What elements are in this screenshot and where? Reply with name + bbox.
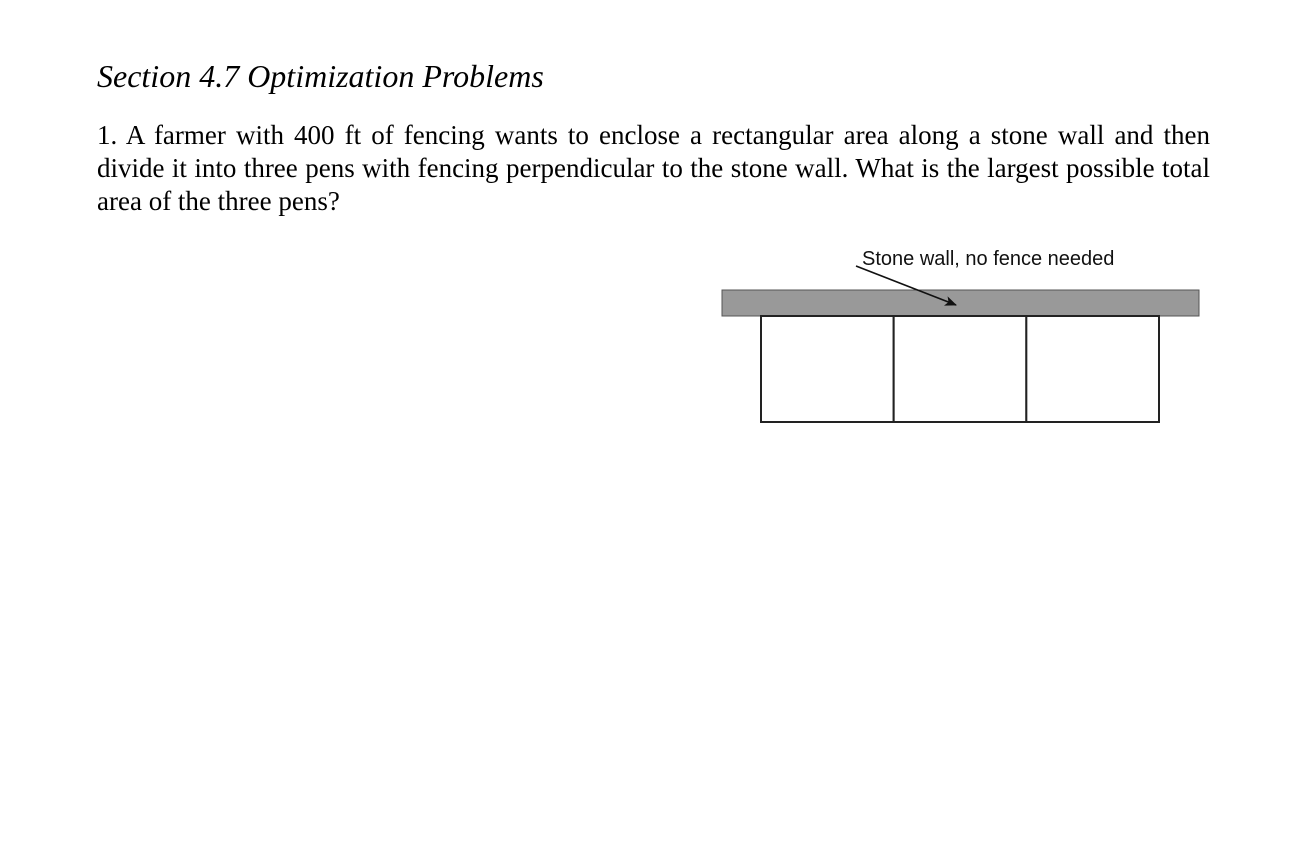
pen-2 [894, 316, 1027, 422]
pen-1 [761, 316, 894, 422]
pens [761, 316, 1159, 422]
pen-3 [1026, 316, 1159, 422]
stone-wall [722, 290, 1199, 316]
section-title: Section 4.7 Optimization Problems [97, 58, 544, 94]
problem-statement: 1. A farmer with 400 ft of fencing wants to enclose a rectangular area along a stone wall and then divide it into three pens with fencing perpendicular to the stone wall. What is the largest possible total area of the three pens? [97, 120, 1210, 216]
fence-diagram [700, 236, 1220, 436]
stone-wall-label: Stone wall, no fence needed [862, 248, 1115, 270]
